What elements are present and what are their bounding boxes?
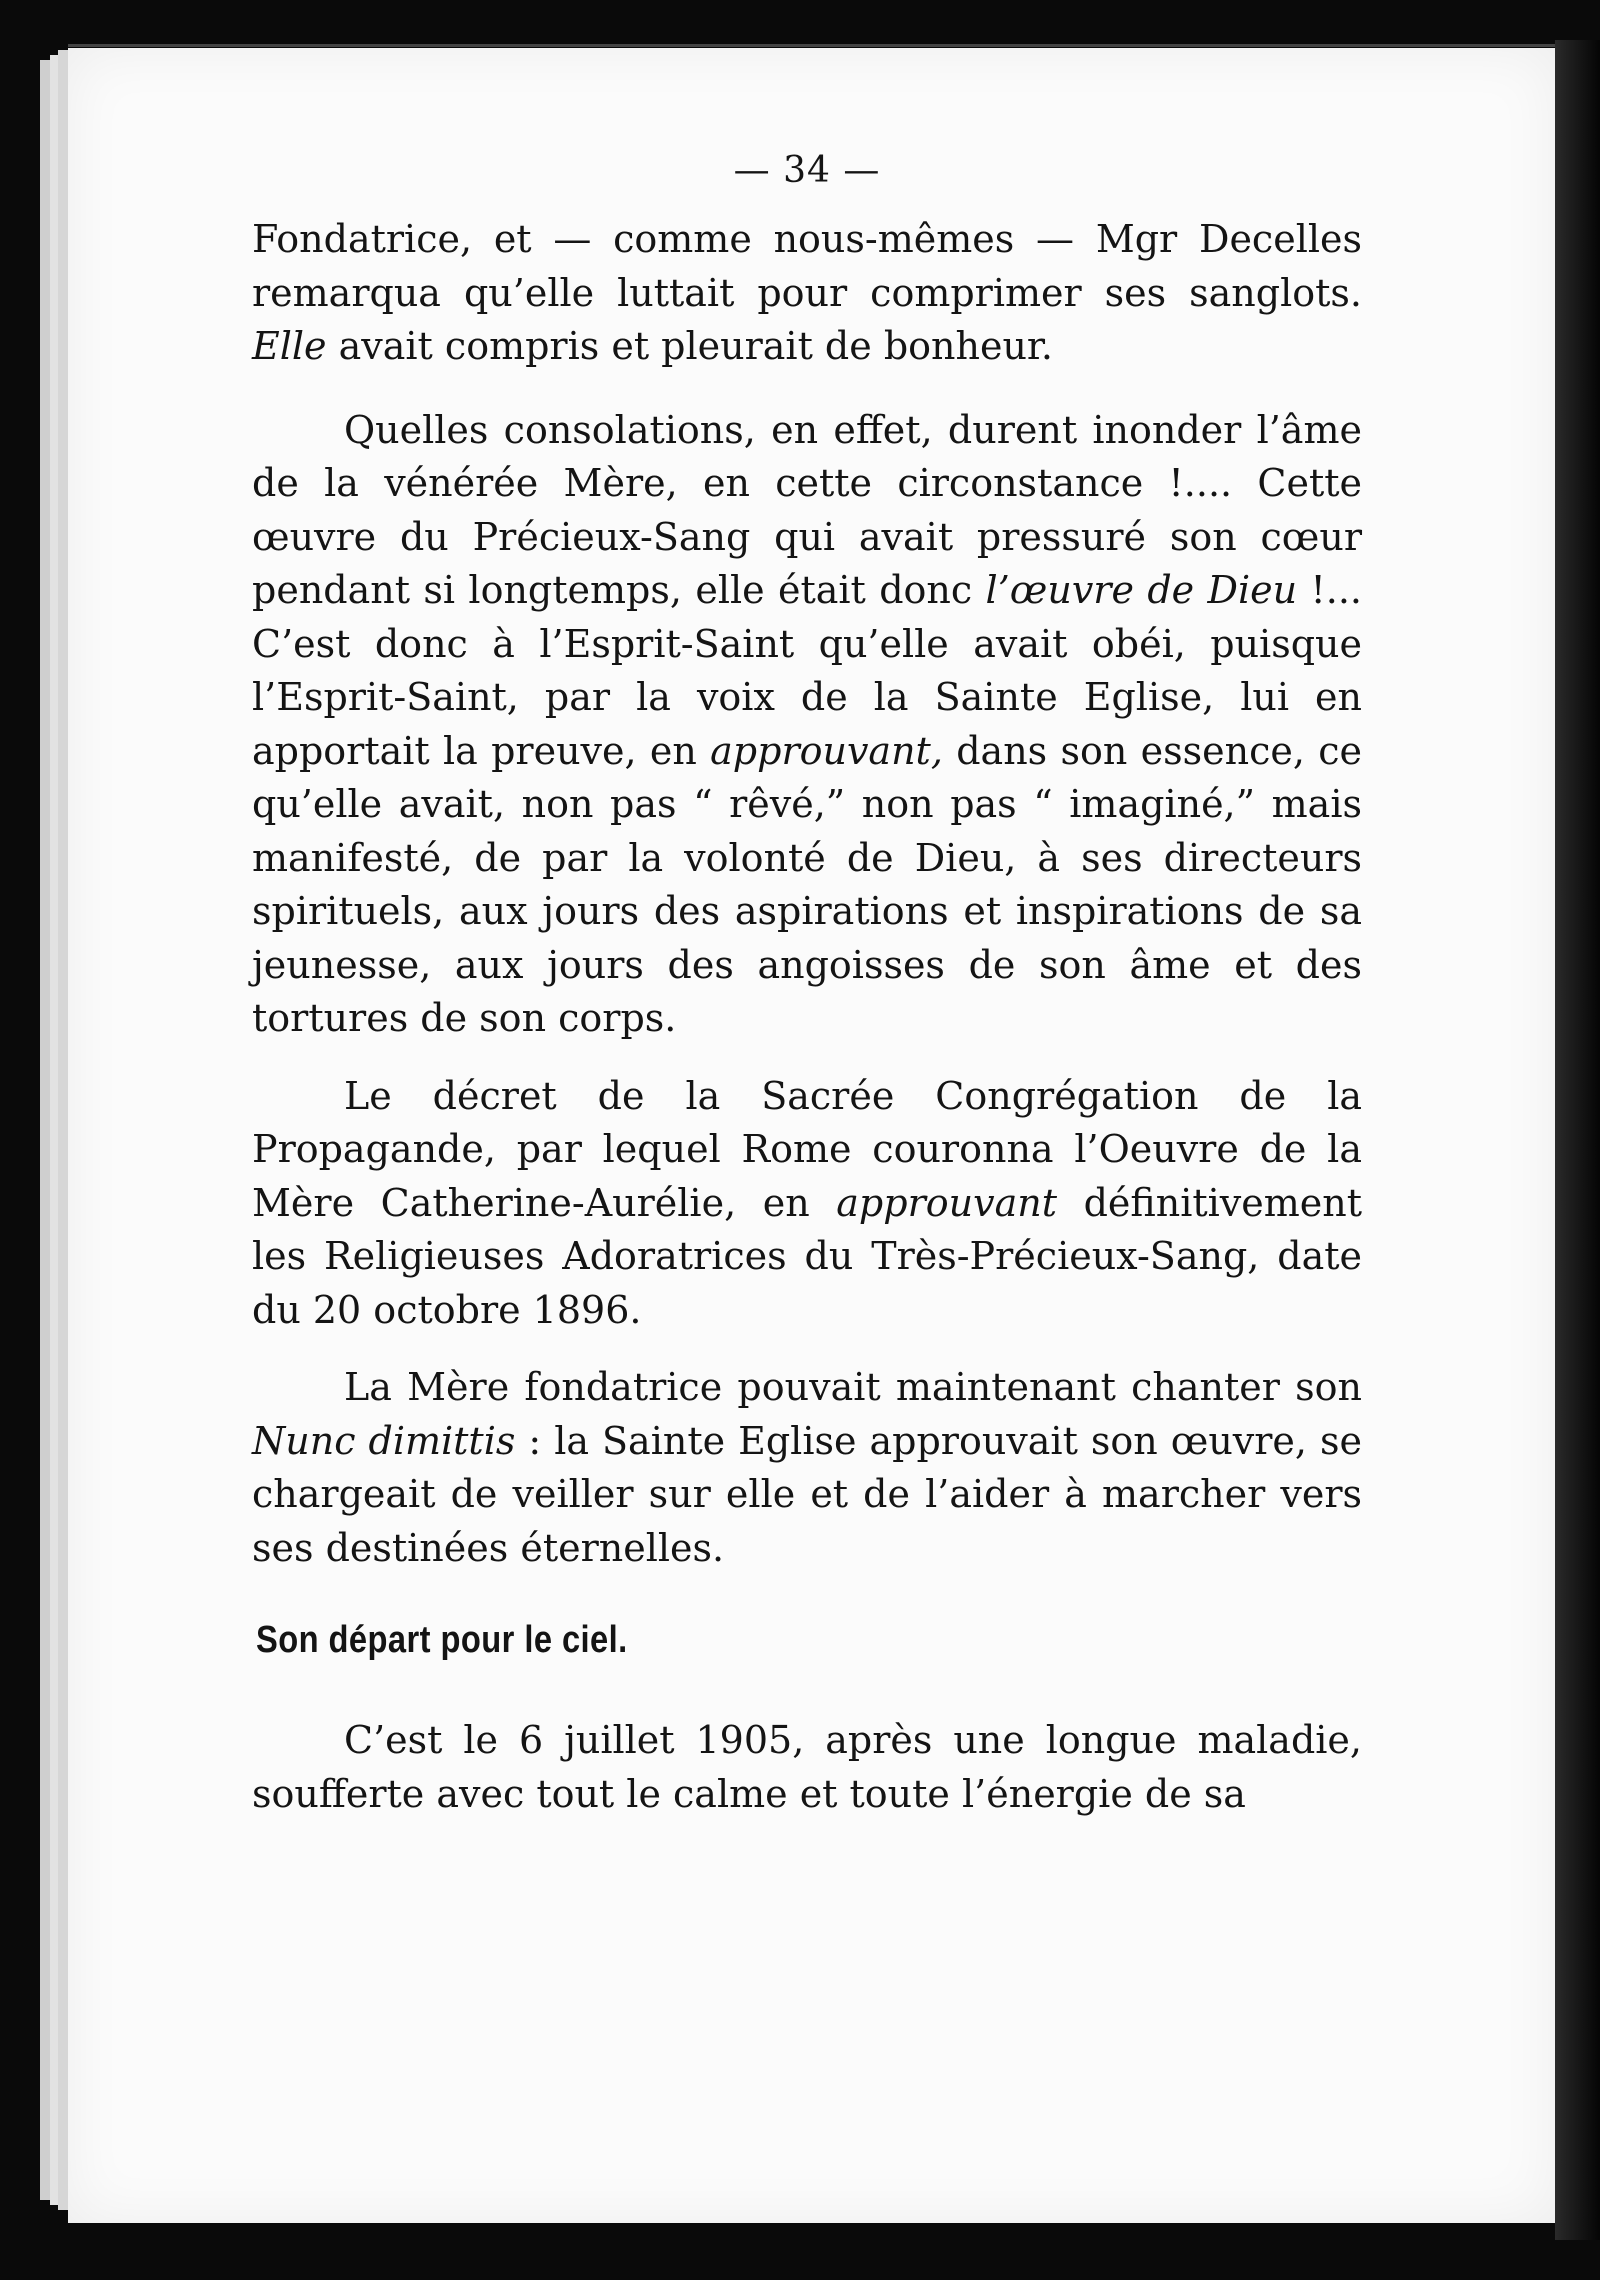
italic-text: approuvant,	[710, 728, 943, 773]
text-run: Quelles consolations, en effet, durent inonder l’âme de la vénérée Mère, en cette circonstance !.... Cette œuvre du Précieux-Sang qui avait pressuré son cœur pendant si longtemps, elle était donc	[252, 407, 1362, 612]
text-run: dans son essence, ce qu’elle avait, non pas “ rêvé,” non pas “ imaginé,” mais manifesté, de par la volonté de Dieu, à ses directeurs spirituels, aux jours des aspirations et inspirations de sa jeunesse, aux jours des angoisses de son âme et des tortures de son corps.	[252, 728, 1362, 1040]
section-heading: Son départ pour le ciel.	[256, 1619, 628, 1661]
paragraph-1	[252, 213, 1362, 374]
text-run: La Mère fondatrice pouvait maintenant chanter son	[344, 1365, 1362, 1409]
paragraph-5	[252, 1714, 1362, 1821]
page-content	[252, 150, 1362, 1821]
text-run: C’est le 6 juillet 1905, après une longue maladie, soufferte avec tout le calme et toute l’énergie de sa	[252, 1718, 1362, 1816]
paragraph-4	[252, 1361, 1362, 1575]
page-number: — 34 —	[733, 150, 881, 191]
italic-text: Nunc dimittis	[252, 1418, 516, 1463]
text-run: avait compris et pleurait de bonheur.	[326, 324, 1053, 368]
paragraph-2	[252, 404, 1362, 1046]
italic-text: l’œuvre de Dieu	[985, 568, 1298, 612]
paragraph-3	[252, 1070, 1362, 1338]
italic-text: approuvant	[836, 1180, 1057, 1225]
text-run: !... C’est donc à l’Esprit-Saint qu’elle avait obéi, puisque l’Esprit-Saint, par la voix de la Sainte Eglise, lui en apportait la preuve, en	[252, 568, 1362, 773]
italic-text: Elle	[252, 324, 327, 368]
text-run: définitivement les Religieuses Adoratrices du Très-Précieux-Sang, date du 20 octobre 1896.	[252, 1180, 1362, 1332]
text-run: Fondatrice, et — comme nous-mêmes — Mgr Decelles remarqua qu’elle luttait pour comprimer ses sanglots.	[252, 217, 1362, 315]
top-edge-line	[68, 44, 1555, 47]
binding-gutter	[1555, 40, 1600, 2240]
text-run: Le décret de la Sacrée Congrégation de la Propagande, par lequel Rome couronna l’Oeuvre de la Mère Catherine-Aurélie, en	[252, 1073, 1362, 1225]
text-run: : la Sainte Eglise approuvait son œuvre, se chargeait de veiller sur elle et de l’aider à marcher vers ses destinées éternelles.	[252, 1418, 1362, 1570]
